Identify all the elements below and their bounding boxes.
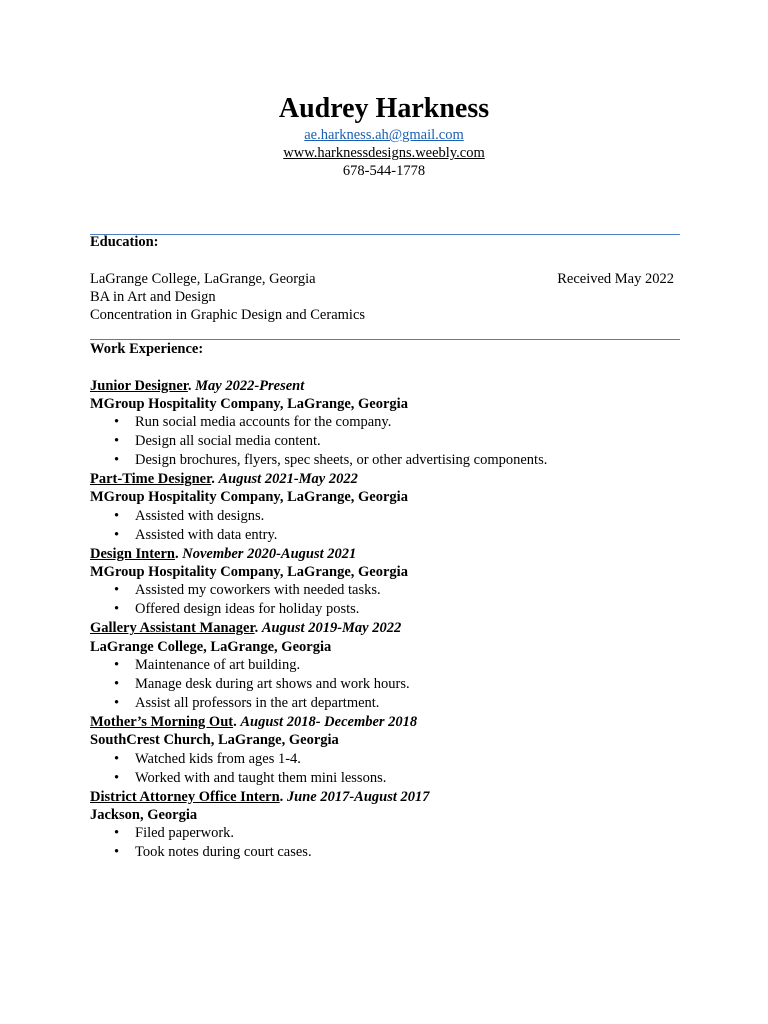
degree-received-date: Received May 2022 (557, 270, 674, 287)
title-separator: . (254, 620, 262, 637)
email-link[interactable]: ae.harkness.ah@gmail.com (304, 127, 464, 143)
job-title: Junior Designer (90, 377, 188, 394)
job-dates: August 2019-May 2022 (261, 620, 402, 637)
job-entry (90, 788, 680, 863)
education-heading: Education: (90, 234, 159, 250)
job-organization: MGroup Hospitality Company, LaGrange, Georgia (90, 564, 408, 581)
education-section (90, 233, 680, 324)
experience-section (90, 340, 680, 862)
experience-heading: Work Experience: (90, 341, 204, 357)
list-item: • Assisted with designs. (90, 507, 680, 526)
job-organization: MGroup Hospitality Company, LaGrange, Georgia (90, 489, 408, 506)
job-list (90, 377, 680, 863)
job-organization: MGroup Hospitality Company, LaGrange, Georgia (90, 395, 408, 412)
education-school-row (90, 270, 680, 288)
list-item: • Design all social media content. (90, 432, 680, 451)
job-duties (90, 656, 680, 713)
list-item: • Assist all professors in the art department. (90, 694, 680, 713)
job-dates: August 2018- December 2018 (240, 713, 418, 730)
job-title: District Attorney Office Intern (90, 788, 280, 805)
job-title-line (90, 545, 680, 563)
school-name: LaGrange College, LaGrange, Georgia (90, 270, 316, 287)
list-item: • Design brochures, flyers, spec sheets, or other advertising components. (90, 451, 680, 470)
list-item: • Worked with and taught them mini lessons. (90, 769, 680, 788)
job-entry (90, 377, 680, 471)
degree: BA in Art and Design (90, 288, 216, 305)
title-separator: . (211, 471, 219, 488)
job-title-line (90, 377, 680, 395)
concentration: Concentration in Graphic Design and Ceramics (90, 307, 366, 324)
job-duties (90, 824, 680, 862)
job-title-line (90, 470, 680, 488)
list-item: • Filed paperwork. (90, 824, 680, 843)
job-entry (90, 619, 680, 713)
job-title-line (90, 788, 680, 806)
title-separator: . (233, 713, 241, 730)
job-dates: August 2021-May 2022 (218, 471, 358, 488)
job-organization: Jackson, Georgia (90, 806, 198, 823)
list-item: • Manage desk during art shows and work hours. (90, 675, 680, 694)
list-item: • Offered design ideas for holiday posts. (90, 600, 680, 619)
list-item: • Run social media accounts for the company. (90, 413, 680, 432)
list-item: • Watched kids from ages 1-4. (90, 750, 680, 769)
title-separator: . (175, 545, 183, 562)
job-dates: May 2022-Present (195, 377, 305, 394)
job-duties (90, 750, 680, 788)
list-item: • Assisted with data entry. (90, 526, 680, 545)
job-organization: SouthCrest Church, LaGrange, Georgia (90, 732, 339, 749)
title-separator: . (187, 377, 196, 394)
job-duties (90, 507, 680, 545)
resume-header (0, 92, 768, 180)
job-title: Gallery Assistant Manager (90, 620, 255, 637)
job-dates: November 2020-August 2021 (182, 545, 357, 562)
list-item: • Maintenance of art building. (90, 656, 680, 675)
job-title-line (90, 619, 680, 637)
job-title: Mother’s Morning Out (90, 713, 234, 730)
job-title: Part-Time Designer (90, 471, 212, 488)
job-entry (90, 470, 680, 545)
list-item: • Took notes during court cases. (90, 843, 680, 862)
job-duties (90, 581, 680, 619)
job-duties (90, 413, 680, 470)
website-link[interactable]: www.harknessdesigns.weebly.com (283, 145, 485, 161)
job-entry (90, 713, 680, 788)
title-separator: . (279, 788, 287, 805)
job-organization: LaGrange College, LaGrange, Georgia (90, 638, 332, 655)
job-entry (90, 545, 680, 620)
job-dates: June 2017-August 2017 (286, 788, 430, 805)
phone-number: 678-544-1778 (342, 163, 426, 179)
list-item: • Assisted my coworkers with needed tasks. (90, 581, 680, 600)
job-title: Design Intern (90, 545, 175, 562)
job-title-line (90, 713, 680, 731)
candidate-name: Audrey Harkness (278, 93, 490, 124)
